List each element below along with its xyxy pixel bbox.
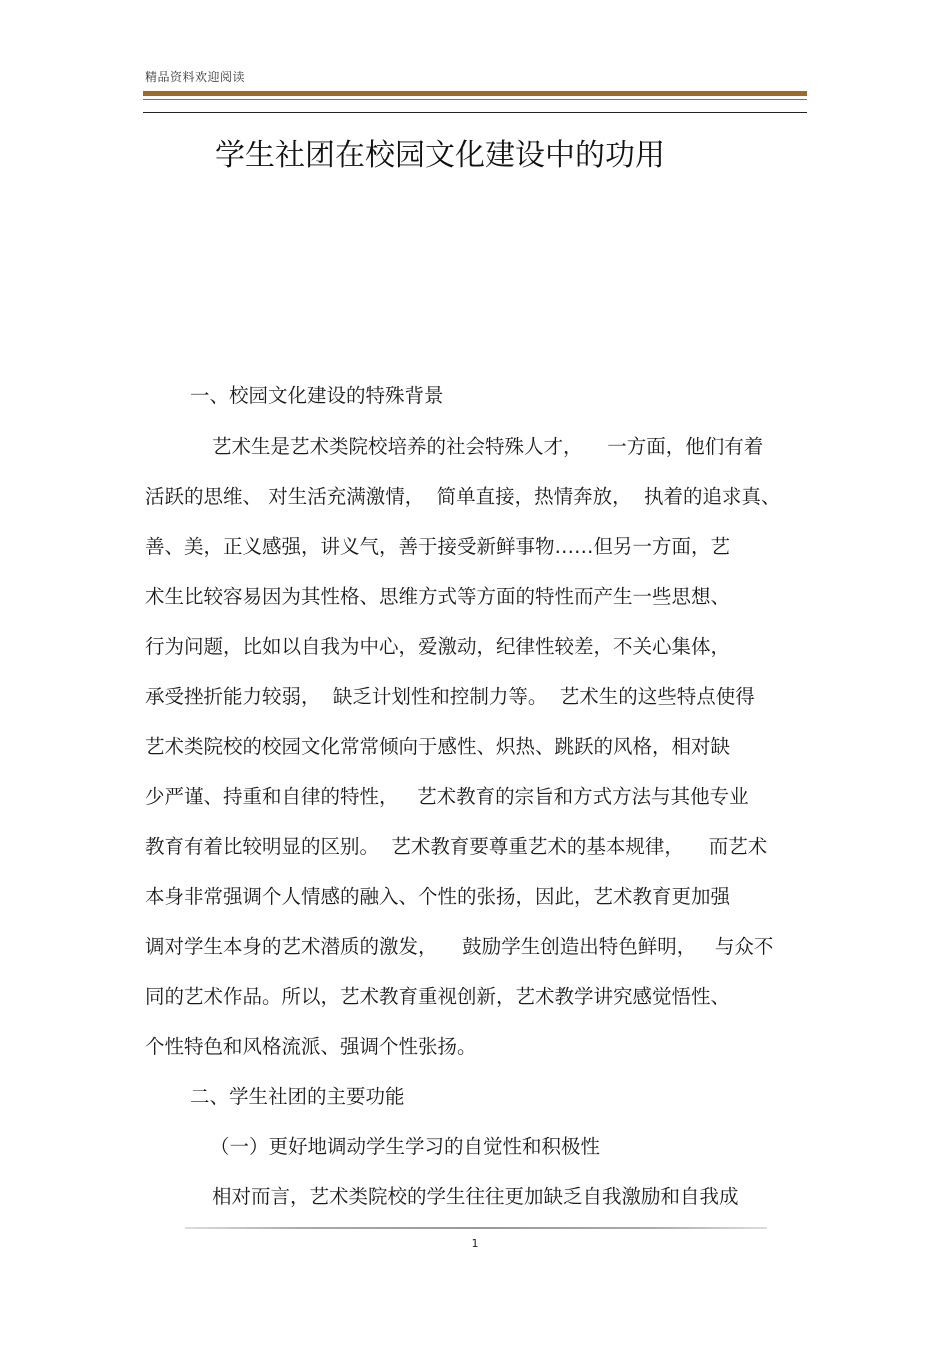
paragraph-line: 个性特色和风格流派、强调个性张扬。	[145, 1035, 477, 1058]
paragraph-line: 教育有着比较明显的区别。 艺术教育要尊重艺术的基本规律， 而艺术	[145, 835, 768, 858]
header-rule-thick	[143, 91, 807, 96]
subsection-heading: （一）更好地调动学生学习的自觉性和积极性	[210, 1135, 601, 1158]
paragraph-line: 活跃的思维、 对生活充满激情， 简单直接，热情奔放， 执着的追求真、	[145, 485, 781, 508]
section-heading: 二、学生社团的主要功能	[190, 1085, 405, 1108]
paragraph-line: 少严谨、持重和自律的特性， 艺术教育的宗旨和方式方法与其他专业	[145, 785, 749, 808]
paragraph-line: 艺术类院校的校园文化常常倾向于感性、炽热、跳跃的风格，相对缺	[145, 735, 731, 758]
header-rule-black	[143, 112, 807, 113]
paragraph-line: 调对学生本身的艺术潜质的激发， 鼓励学生创造出特色鲜明， 与众不	[145, 935, 774, 958]
paragraph-line: 相对而言，艺术类院校的学生往往更加缺乏自我激励和自我成	[212, 1185, 739, 1208]
paragraph-line: 艺术生是艺术类院校培养的社会特殊人才， 一方面，他们有着	[212, 435, 764, 458]
header-rule-thin	[143, 99, 807, 100]
section-heading: 一、校园文化建设的特殊背景	[190, 384, 444, 407]
paragraph-line: 承受挫折能力较弱， 缺乏计划性和控制力等。 艺术生的这些特点使得	[145, 685, 755, 708]
footer-rule	[185, 1227, 767, 1229]
page-number: 1	[471, 1237, 479, 1250]
paragraph-line: 本身非常强调个人情感的融入、个性的张扬，因此，艺术教育更加强	[145, 885, 731, 908]
paragraph-line: 善、美，正义感强，讲义气，善于接受新鲜事物……但另一方面，艺	[145, 535, 731, 558]
paragraph-line: 同的艺术作品。所以，艺术教育重视创新，艺术教学讲究感觉悟性、	[145, 985, 731, 1008]
document-title: 学生社团在校园文化建设中的功用	[215, 138, 665, 173]
paragraph-line: 行为问题，比如以自我为中心，爱激动，纪律性较差，不关心集体，	[145, 635, 731, 658]
header-label: 精品资料欢迎阅读	[145, 70, 246, 84]
paragraph-line: 术生比较容易因为其性格、思维方式等方面的特性而产生一些思想、	[145, 585, 731, 608]
